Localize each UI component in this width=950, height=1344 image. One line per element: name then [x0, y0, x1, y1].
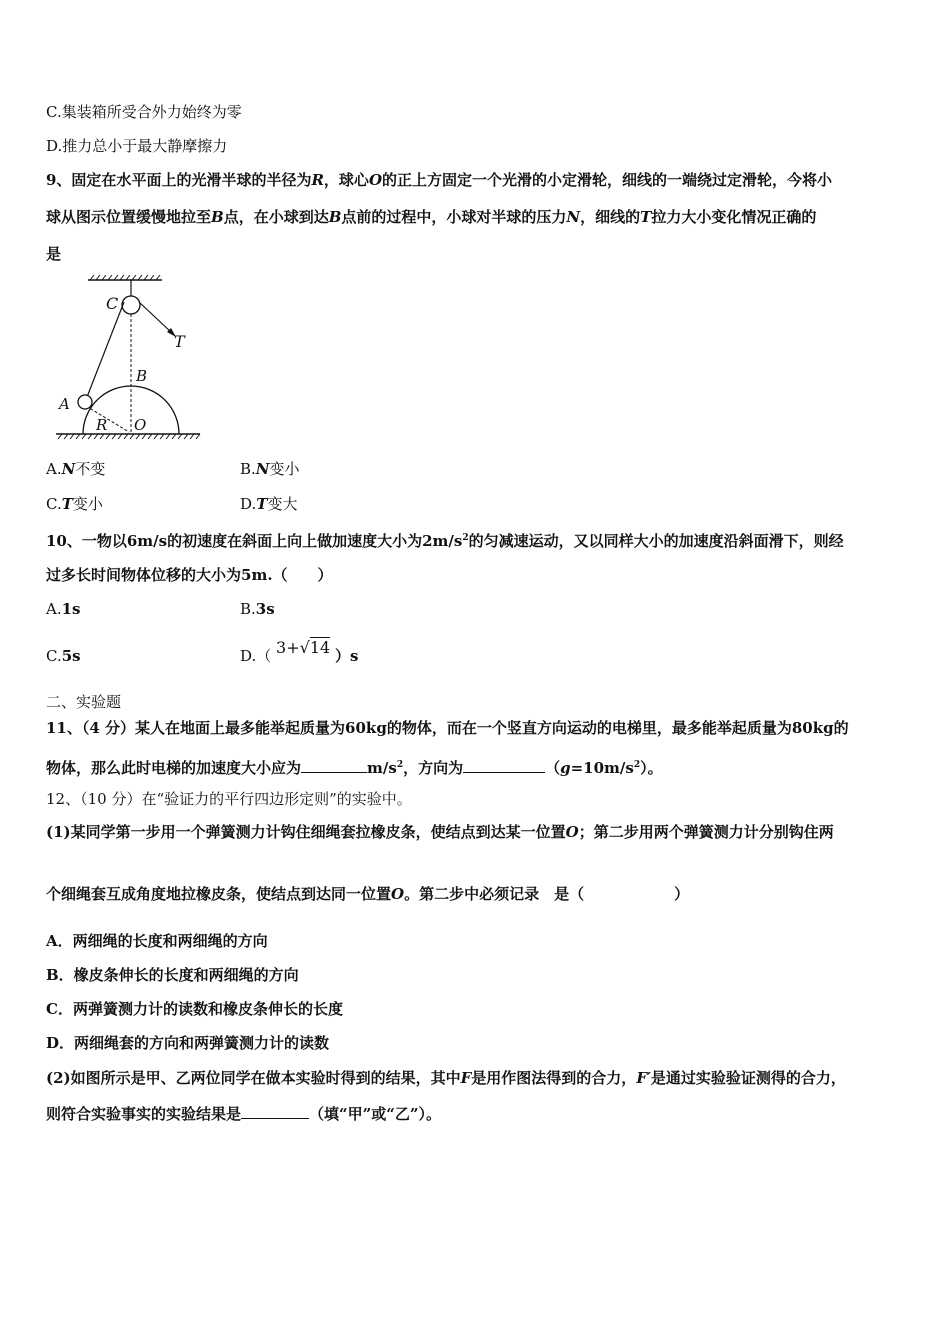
q10-option-a: A.1s	[46, 600, 81, 618]
section-title: 二、实验题	[46, 693, 122, 711]
answer-blank[interactable]	[241, 1104, 309, 1119]
q12-title: 12、（10 分）在“验证力的平行四边形定则”的实验中。	[46, 790, 412, 808]
q9-option-d: D.T变大	[240, 495, 298, 513]
q10-option-d: D.（ 3+√14 ）s	[240, 638, 359, 665]
label-c: C	[106, 294, 119, 313]
q9-option-c: C.T变小	[46, 495, 103, 513]
q10-stem-line2: 过多长时间物体位移的大小为5m.（ ）	[46, 566, 333, 584]
q12-part2-line2: 则符合实验事实的实验结果是 （填“甲”或“乙”）。	[46, 1105, 442, 1123]
q9-stem-line2: 球从图示位置缓慢地拉至B点，在小球到达B点前的过程中，小球对半球的压力N，细线的T拉力大小变化情况正确的	[46, 208, 817, 226]
label-o: O	[134, 416, 147, 434]
q12-part1-line2: 个细绳套互成角度地拉橡皮条，使结点到达同一位置O。第二步中必须记录 是（ ）	[46, 885, 690, 903]
q11-stem-line1: 11、（4 分）某人在地面上最多能举起质量为60kg的物体，而在一个竖直方向运动的电梯里，最多能举起质量为80kg的	[46, 719, 849, 737]
label-r: R	[96, 416, 108, 434]
q12-option-a: A．两细绳的长度和两细绳的方向	[46, 932, 268, 950]
q12-option-c: C．两弹簧测力计的读数和橡皮条伸长的长度	[46, 1000, 343, 1018]
q10-option-c: C.5s	[46, 647, 81, 665]
q12-part2-line1: (2)如图所示是甲、乙两位同学在做本实验时得到的结果，其中F是用作图法得到的合力，F′是通过实验验证测得的合力，	[46, 1069, 846, 1087]
hemisphere-pulley-diagram	[50, 272, 210, 447]
q9-stem-line3: 是	[46, 245, 62, 263]
answer-blank[interactable]	[301, 758, 367, 773]
q10-option-b: B.3s	[240, 600, 275, 618]
q10-stem-line1: 10、一物以6m/s的初速度在斜面上向上做加速度大小为$2m/s^2$的匀减速运动，又以同样大小的加速度沿斜面滑下，则经	[46, 532, 844, 550]
q9-stem-line1: 9、固定在水平面上的光滑半球的半径为R，球心O的正上方固定一个光滑的小定滑轮，细线的一端绕过定滑轮，今将小	[46, 171, 833, 189]
q12-option-b: B．橡皮条伸长的长度和两细绳的方向	[46, 966, 299, 984]
q12-part1-line1: (1)某同学第一步用一个弹簧测力计钩住细绳套拉橡皮条，使结点到达某一位置O；第二步用两个弹簧测力计分别钩住两	[46, 823, 834, 841]
q9-option-b: B.N变小	[240, 460, 300, 478]
answer-blank[interactable]	[463, 758, 545, 773]
label-t: T	[174, 332, 185, 351]
q9-option-a: A.N不变	[46, 460, 106, 478]
q8-option-d: D.推力总小于最大静摩擦力	[46, 137, 228, 155]
q8-option-c: C.集装箱所受合外力始终为零	[46, 103, 242, 121]
sqrt-expression: 3+√14	[276, 638, 331, 657]
q11-stem-line2: 物体，那么此时电梯的加速度大小应为 $m/s^2$，方向为 $(g=10m/s^2)$。	[46, 759, 663, 777]
label-b: B	[136, 367, 148, 385]
q12-option-d: D．两细绳套的方向和两弹簧测力计的读数	[46, 1034, 330, 1052]
label-a: A	[59, 395, 70, 413]
sqrt-symbol: √	[299, 638, 310, 657]
